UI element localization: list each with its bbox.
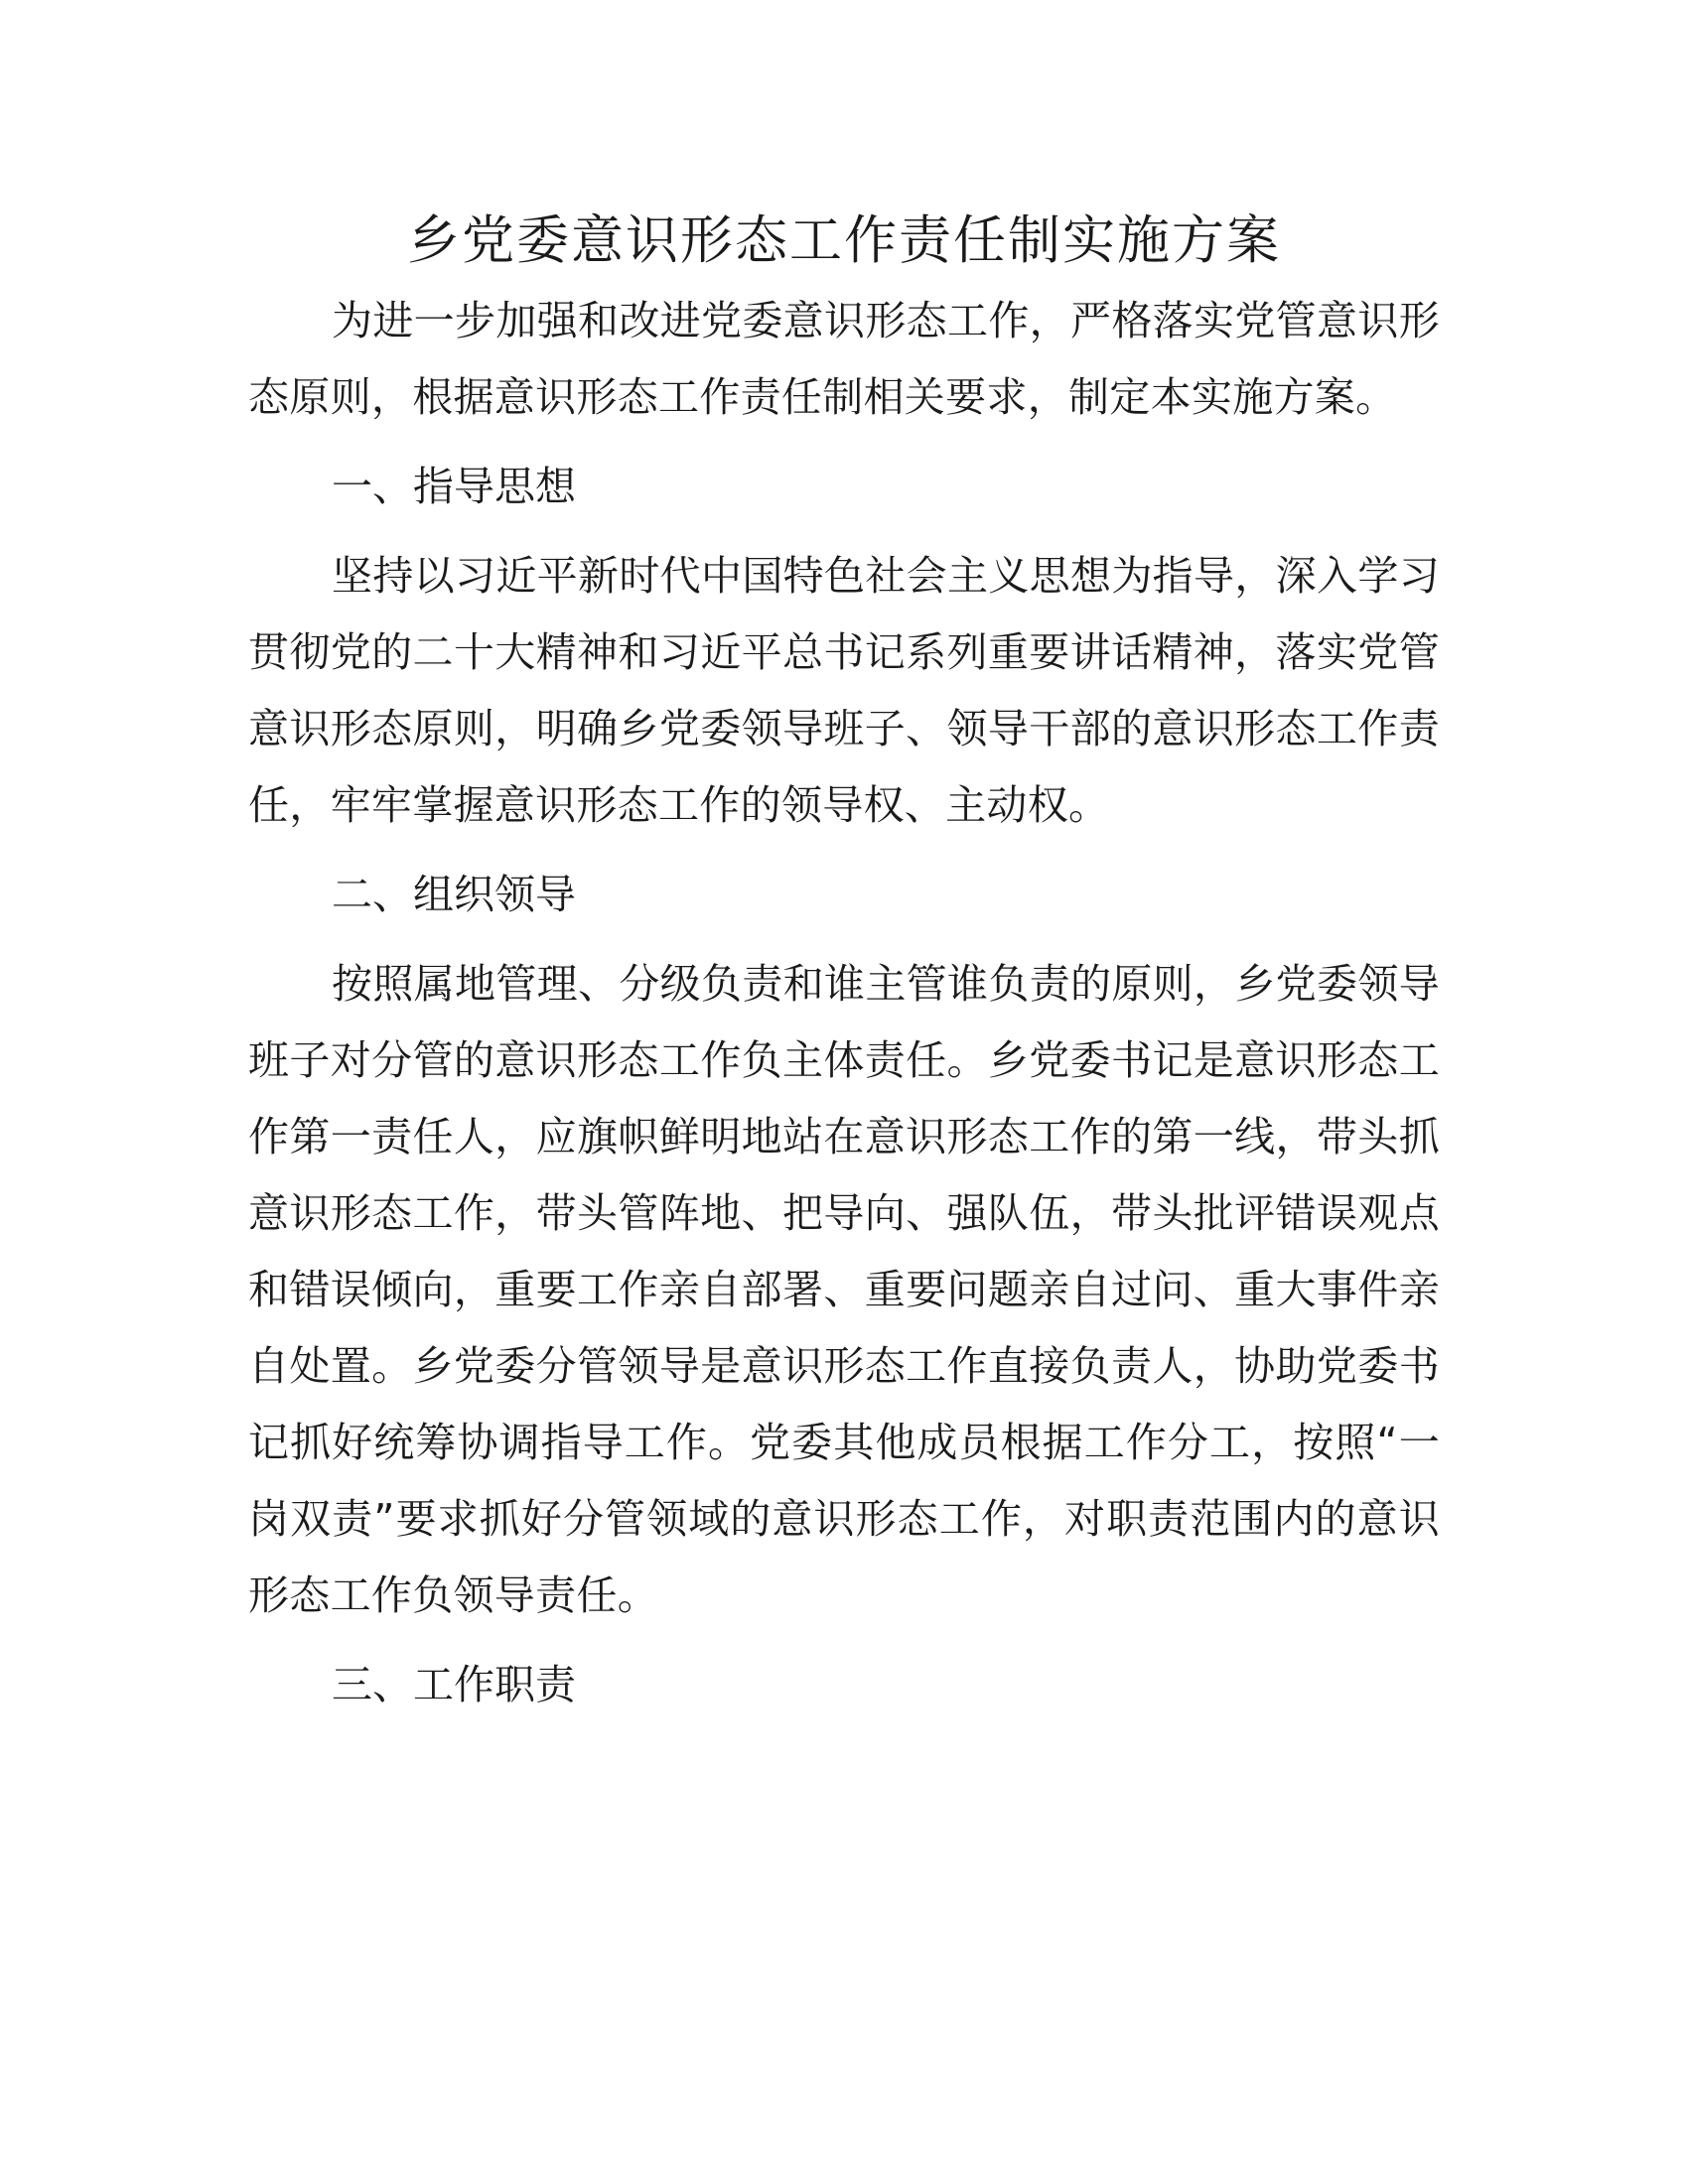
section-body-organization-leadership: 按照属地管理、分级负责和谁主管谁负责的原则，乡党委领导班子对分管的意识形态工作负主体责任。乡党委书记是意识形态工作第一责任人，应旗帜鲜明地站在意识形态工作的第一线，带头抓意识形态工作，带头管阵地、把导向、强队伍，带头批评错误观点和错误倾向，重要工作亲自部署、重要问题亲自过问、重大事件亲自处置。乡党委分管领导是意识形态工作直接负责人，协助党委书记抓好统筹协调指导工作。党委其他成员根据工作分工，按照“一岗双责”要求抓好分管领域的意识形态工作，对职责范围内的意识形态工作负领导责任。 [248,960,1440,1619]
section-heading-guiding-ideology: 一、指导思想 [332,463,576,510]
section-body-guiding-ideology: 坚持以习近平新时代中国特色社会主义思想为指导，深入学习贯彻党的二十大精神和习近平总书记系列重要讲话精神，落实党管意识形态原则，明确乡党委领导班子、领导干部的意识形态工作责任，牢牢掌握意识形态工作的领导权、主动权。 [248,552,1440,829]
intro-paragraph: 为进一步加强和改进党委意识形态工作，严格落实党管意识形态原则，根据意识形态工作责任制相关要求，制定本实施方案。 [248,297,1440,421]
document-title: 乡党委意识形态工作责任制实施方案 [407,210,1281,271]
section-heading-work-responsibilities: 三、工作职责 [332,1661,576,1708]
document-content [248,204,1440,1736]
section-heading-organization-leadership: 二、组织领导 [332,871,576,918]
